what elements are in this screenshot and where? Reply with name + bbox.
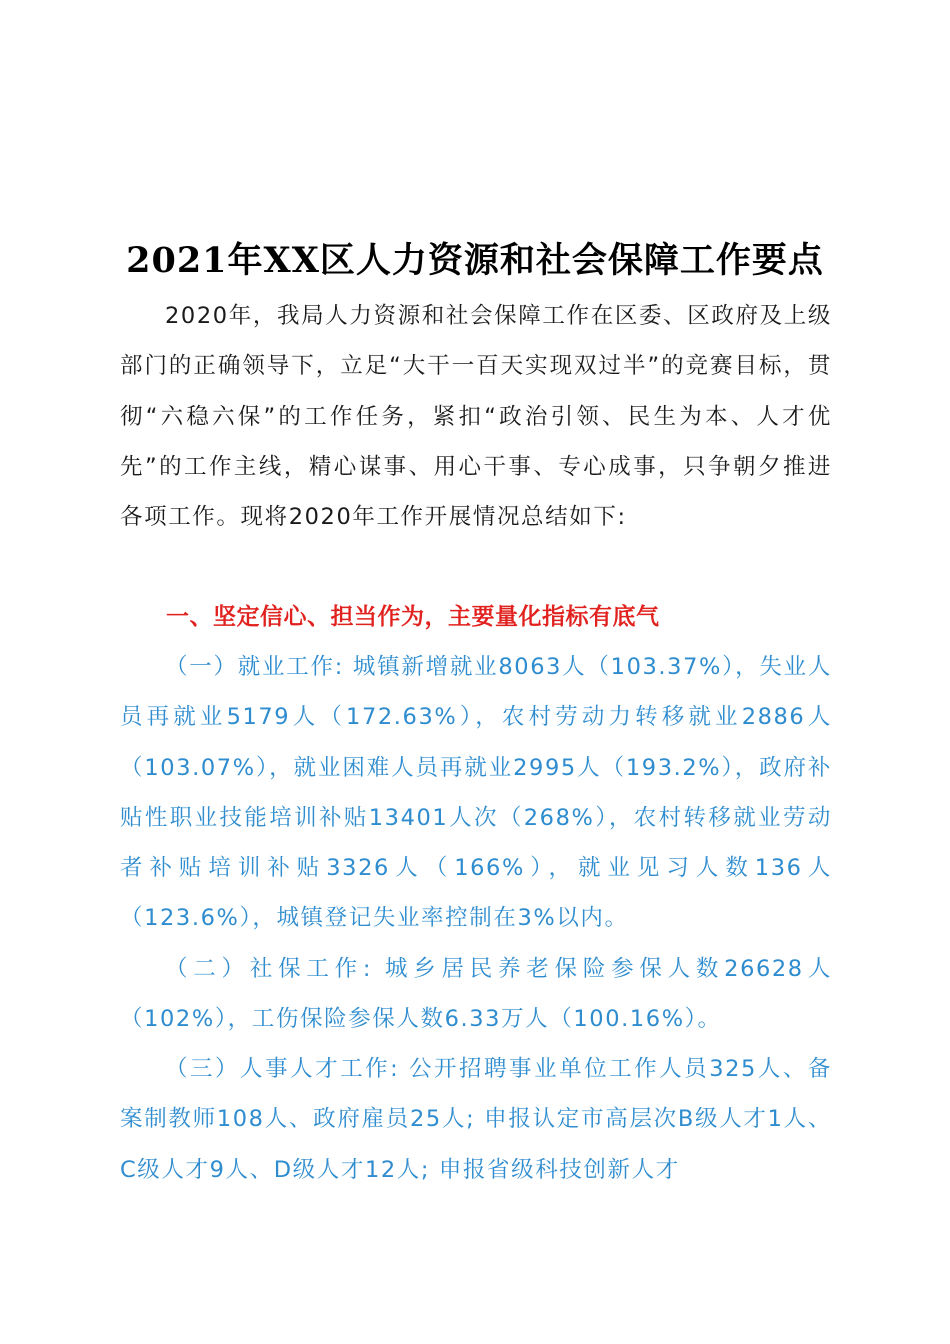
employment-paragraph: （一）就业工作: 城镇新增就业8063人（103.37%），失业人员再就业5179人（172.63%），农村劳动力转移就业2886人（103.07%），就业困难人员再就业2995人（193.2%），政府补贴性职业技能培训补贴13401人次（268%），农村转移就业劳动者补贴培训补贴3326人（166%），就业见习人数136人（123.6%），城镇登记失业率控制在3%以内。	[120, 654, 832, 932]
intro-paragraph: 2020年，我局人力资源和社会保障工作在区委、区政府及上级部门的正确领导下，立足“大干一百天实现双过半”的竞赛目标，贯彻“六稳六保”的工作任务，紧扣“政治引领、民生为本、人才优先”的工作主线，精心谋事、用心干事、专心成事，只争朝夕推进各项工作。现将2020年工作开展情况总结如下:	[120, 303, 832, 531]
section-heading: 一、坚定信心、担当作为，主要量化指标有底气	[166, 604, 660, 630]
social-security-paragraph: （二）社保工作: 城乡居民养老保险参保人数26628人（102%），工伤保险参保人数6.33万人（100.16%）。	[120, 956, 832, 1033]
personnel-paragraph: （三）人事人才工作: 公开招聘事业单位工作人员325人、备案制教师108人、政府雇员25人; 申报认定市高层次B级人才1人、C级人才9人、D级人才12人; 申报省级科技创新人才	[120, 1056, 832, 1183]
document-title: 2021年XX区人力资源和社会保障工作要点	[126, 240, 824, 282]
